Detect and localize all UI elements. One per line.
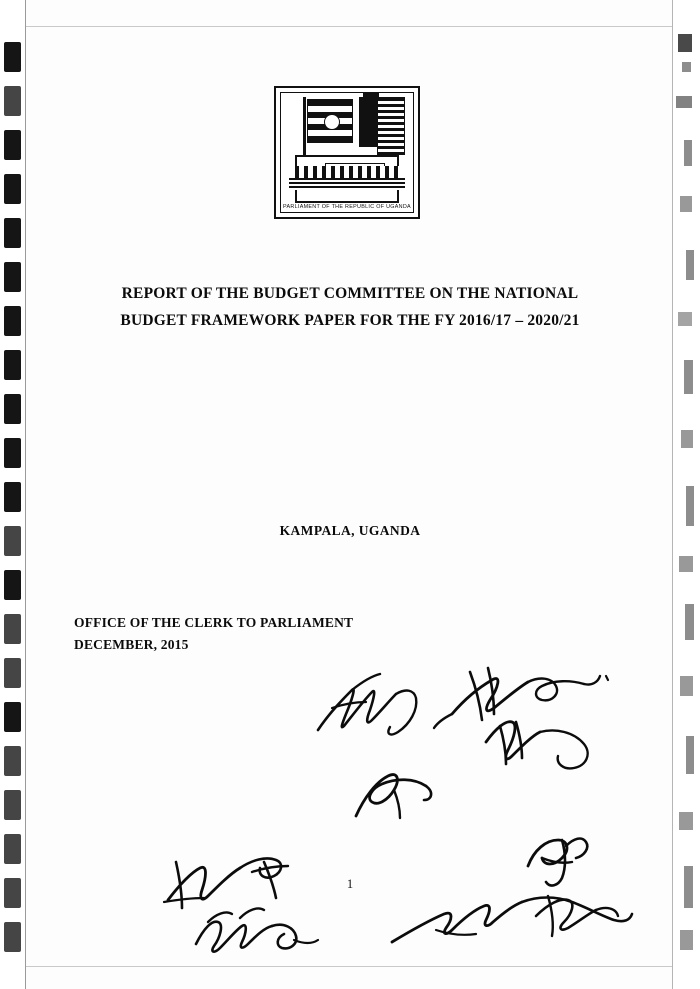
signature-4 (356, 775, 431, 818)
signature-3 (486, 722, 588, 769)
emblem-crest (377, 97, 405, 155)
issuing-office (74, 612, 353, 656)
page-top-rule (26, 26, 672, 27)
emblem-caption: PARLIAMENT OF THE REPUBLIC OF UGANDA (283, 204, 411, 210)
spiral-binding-holes (4, 38, 22, 958)
issuing-office-date: DECEMBER, 2015 (74, 637, 189, 652)
scan-edge-right-rule (672, 0, 673, 989)
issuing-office-name: OFFICE OF THE CLERK TO PARLIAMENT (74, 615, 354, 630)
scan-edge-right (672, 0, 700, 989)
emblem-flag-pole (303, 97, 306, 155)
place-of-publication: KAMPALA, UGANDA (279, 523, 421, 538)
document-title (60, 280, 640, 334)
document-title-line-2: BUDGET FRAMEWORK PAPER FOR THE FY 2016/17 – 2020/21 (120, 312, 580, 329)
emblem-flag (307, 99, 353, 143)
scan-edge-left-rule (25, 0, 26, 989)
signature-7 (196, 908, 318, 951)
page-number: 1 (346, 877, 354, 891)
signature-2 (434, 668, 608, 728)
emblem-columns (295, 166, 399, 178)
signature-1 (318, 674, 416, 734)
page-bottom-rule (26, 966, 672, 967)
parliament-emblem (274, 86, 420, 219)
emblem-steps (289, 178, 405, 190)
document-title-line-1: REPORT OF THE BUDGET COMMITTEE ON THE NATIONAL (121, 285, 579, 302)
signature-8 (392, 896, 632, 942)
